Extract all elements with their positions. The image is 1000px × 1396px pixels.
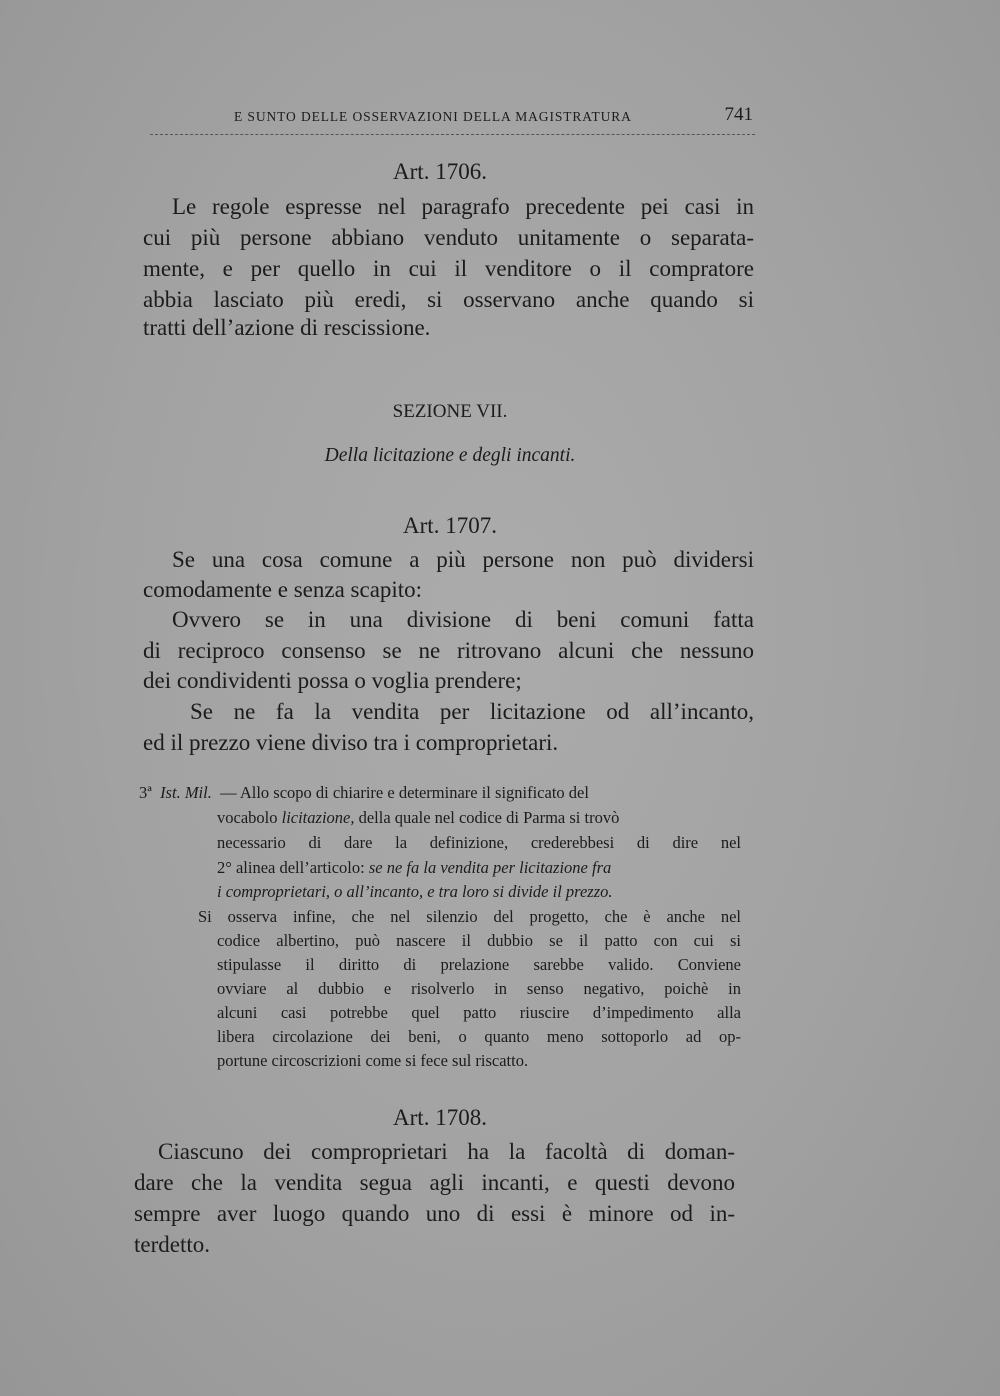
page-number: 741 (724, 104, 753, 125)
article-1706-line: cui più persone abbiano venduto unitamente o separata- (143, 225, 754, 250)
note-line: libera circolazione dei beni, o quanto meno sottoporlo ad op- (217, 1027, 741, 1046)
article-1707-line: dei condividenti possa o voglia prendere; (143, 668, 522, 693)
article-1707-line: Ovvero se in una divisione di beni comuni fatta (172, 607, 754, 632)
section-title: SEZIONE VII. (392, 401, 508, 422)
note-line: necessario di dare la definizione, crederebbesi di dire nel (217, 833, 741, 852)
note-text: — Allo scopo di chiarire e determinare il significato del (220, 783, 589, 802)
article-1707-line: Se una cosa comune a più persone non può dividersi (172, 547, 754, 572)
article-heading-1708: Art. 1708. (393, 1105, 487, 1130)
article-1708-line: terdetto. (134, 1232, 210, 1257)
note-line: alcuni casi potrebbe quel patto riuscire d’impedimento alla (217, 1003, 741, 1022)
note-text: della quale nel codice di Parma si trovò (358, 808, 620, 827)
note-quote: se ne fa la vendita per licitazione fra (368, 858, 612, 877)
article-1707-line: Se ne fa la vendita per licitazione od all’incanto, (190, 699, 754, 724)
note-line: ovviare al dubbio e risolverlo in senso negativo, poichè in (217, 979, 741, 998)
note-term: licitazione, (281, 808, 355, 827)
note-label: 3ª (139, 783, 152, 802)
article-1706-line: Le regole espresse nel paragrafo precedente pei casi in (172, 194, 754, 219)
note-line (217, 806, 619, 830)
note-line (139, 781, 589, 805)
article-1706-line: mente, e per quello in cui il venditore o il compratore (143, 256, 754, 281)
article-1706-line: abbia lasciato più eredi, si osservano anche quando si (143, 287, 754, 312)
article-1707-line: comodamente e senza scapito: (143, 577, 423, 602)
article-heading-1707: Art. 1707. (403, 513, 497, 538)
article-1708-line: sempre aver luogo quando uno di essi è minore od in- (134, 1201, 735, 1226)
section-subtitle: Della licitazione e degli incanti. (324, 445, 576, 466)
note-line (217, 856, 611, 880)
note-source: Ist. Mil. (160, 783, 212, 802)
article-1708-line: Ciascuno dei comproprietari ha la facoltà di doman- (158, 1139, 735, 1164)
running-title: E SUNTO DELLE OSSERVAZIONI DELLA MAGISTRATURA (234, 109, 632, 124)
article-1707-line: ed il prezzo viene diviso tra i comproprietari. (143, 730, 559, 755)
running-header (150, 104, 755, 135)
note-line: portune circoscrizioni come si fece sul riscatto. (217, 1051, 529, 1070)
note-line: Si osserva infine, che nel silenzio del progetto, che è anche nel (198, 907, 741, 926)
article-heading-1706: Art. 1706. (393, 159, 487, 184)
note-line: stipulasse il diritto di prelazione sarebbe valido. Conviene (217, 955, 741, 974)
article-1706-line: tratti dell’azione di rescissione. (143, 315, 431, 340)
note-line: codice albertino, può nascere il dubbio se il patto con cui si (217, 931, 741, 950)
note-text: vocabolo (217, 808, 278, 827)
article-1707-line: di reciproco consenso se ne ritrovano alcuni che nessuno (143, 638, 754, 663)
note-text: 2° alinea dell’articolo: (217, 858, 365, 877)
note-quote-line: i comproprietari, o all’incanto, e tra loro si divide il prezzo. (217, 882, 613, 901)
article-1708-line: dare che la vendita segua agli incanti, e questi devono (134, 1170, 735, 1195)
